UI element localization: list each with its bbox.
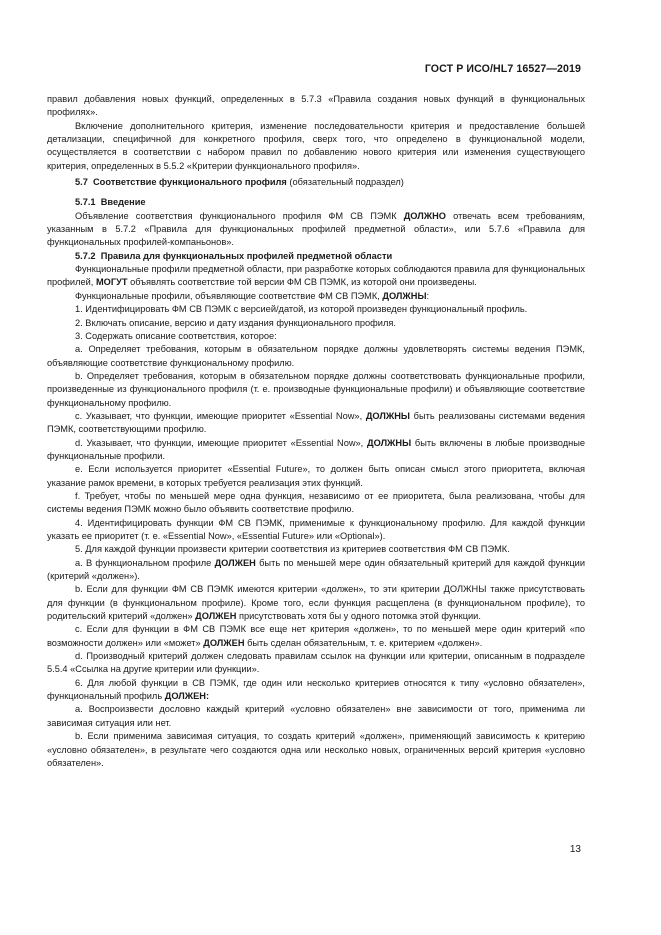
list-item: b. Если применима зависимая ситуация, то создать критерий «должен», применяющий зависимость к критерию «условно обязателен», в результате чего создаются одна или несколько новых, ограниченных версий критерия «условно обязателен». [47, 731, 585, 768]
list-item: 6. Для любой функции в СВ ПЭМК, где один или несколько критериев относятся к типу «условно обязателен», функциональный профиль ДОЛЖЕН: [47, 677, 585, 702]
list-item: a. Воспроизвести дословно каждый критерий «условно обязателен» вне зависимости от того, применима ли зависимая ситуация или нет. [47, 704, 585, 728]
section-title: Правила для функциональных профилей предметной области [100, 250, 393, 261]
section-title: Введение [100, 197, 146, 208]
section-number: 5.7 [75, 177, 88, 188]
section-heading-5-7-1 [47, 196, 585, 209]
list-item: d. Указывает, что функции, имеющие приоритет «Essential Now», ДОЛЖНЫ быть включены в любые производные функциональные профили. [47, 437, 585, 461]
list-item: 2. Включать описание, версию и дату издания функционального профиля. [75, 317, 396, 328]
list-item: c. Если для функции в ФМ СВ ПЭМК все еще нет критерия «должен», то по меньшей мере один критерий «по возможности должен» или «может» ДОЛЖЕН быть сделан обязательным, т. е. критерием «должен». [47, 624, 585, 648]
section-note: (обязательный подраздел) [289, 177, 404, 188]
list-item: f. Требует, чтобы по меньшей мере одна функция, независимо от ее приоритета, была реализована, чтобы для системы ведения ПЭМК можно было объявить соответствие профилю. [47, 490, 585, 515]
section-number: 5.7.2 [75, 250, 96, 261]
list-item: c. Указывает, что функции, имеющие приоритет «Essential Now», ДОЛЖНЫ быть реализованы системами ведения ПЭМК, соответствующими профилю. [47, 410, 585, 435]
paragraph: правил добавления новых функций, определенных в 5.7.3 «Правила создания новых функций в функциональных профилях». [47, 94, 585, 118]
standard-header: ГОСТ Р ИСО/HL7 16527—2019 [424, 63, 581, 75]
list-item: d. Производный критерий должен следовать правилам ссылок на функции или критерии, описанным в подразделе 5.5.4 «Ссылка на другие критерии или функции». [47, 651, 585, 675]
list-item: 3. Содержать описание соответствия, которое: [75, 330, 277, 341]
list-item: 5. Для каждой функции произвести критерии соответствия из критериев соответствия ФМ СВ ПЭМК. [75, 544, 510, 555]
paragraph: Функциональные профили предметной области, при разработке которых соблюдаются правила для функциональных профилей, МОГУТ объявлять соответствие той версии ФМ СВ ПЭМК, из которой они произведены. [47, 264, 585, 288]
list-item: b. Определяет требования, которым в обязательном порядке должны соответствовать функциональные профили, произведенные из функционального профиля (т. е. производные функциональные профили) и объявляющие соответствие функциональному профилю. [47, 370, 585, 408]
page-body [47, 93, 585, 770]
section-heading-5-7 [47, 176, 585, 189]
list-item: 1. Идентифицировать ФМ СВ ПЭМК с версией/датой, из которой произведен функциональный профиль. [75, 304, 528, 315]
paragraph: Включение дополнительного критерия, изменение последовательности критерия и предоставление большей детализации, специфичной для конкретного профиля, сверх того, что определено в функциональной модели, осуществляется в соответствии с набором правил по добавлению нового критерия или изменения существующего критерия, определенных в 5.5.2 «Критерии функционального профиля». [47, 120, 585, 171]
section-number: 5.7.1 [75, 197, 96, 208]
list-item: a. Определяет требования, которым в обязательном порядке должны удовлетворять системы ведения ПЭМК, объявляющие соответствие функциональному профилю. [47, 344, 585, 368]
section-title: Соответствие функционального профиля [93, 177, 287, 188]
list-item: b. Если для функции ФМ СВ ПЭМК имеются критерии «должен», то эти критерии ДОЛЖНЫ также присутствовать для функции (в функциональном профиле). Кроме того, если функция расщеплена (в функциональном профиле), то родительский критерий «должен» ДОЛЖЕН присутствовать хотя бы у одного потомка этой функции. [47, 584, 585, 622]
section-heading-5-7-2 [47, 250, 585, 263]
list-item: 4. Идентифицировать функции ФМ СВ ПЭМК, применимые к функциональному профилю. Для каждой функции указать ее приоритет (т. е. «Essential Now», «Essential Future» или «Optional»). [47, 517, 585, 541]
page-number: 13 [569, 844, 581, 855]
list-item: a. В функциональном профиле ДОЛЖЕН быть по меньшей мере один обязательный критерий для каждой функции (критерий «должен»). [47, 557, 586, 582]
paragraph: Функциональные профили, объявляющие соответствие ФМ СВ ПЭМК, ДОЛЖНЫ: [75, 290, 430, 301]
paragraph: Объявление соответствия функционального профиля ФМ СВ ПЭМК ДОЛЖНО отвечать всем требованиям, указанным в 5.7.2 «Правила для функциональных профилей предметной области», или 5.7.6 «Правила для функциональных профилей-компаньонов». [47, 210, 585, 248]
list-item: e. Если используется приоритет «Essential Future», то должен быть описан смысл этого приоритета, включая указание рамок времени, в которых требуется реализация этих функций. [47, 464, 585, 488]
